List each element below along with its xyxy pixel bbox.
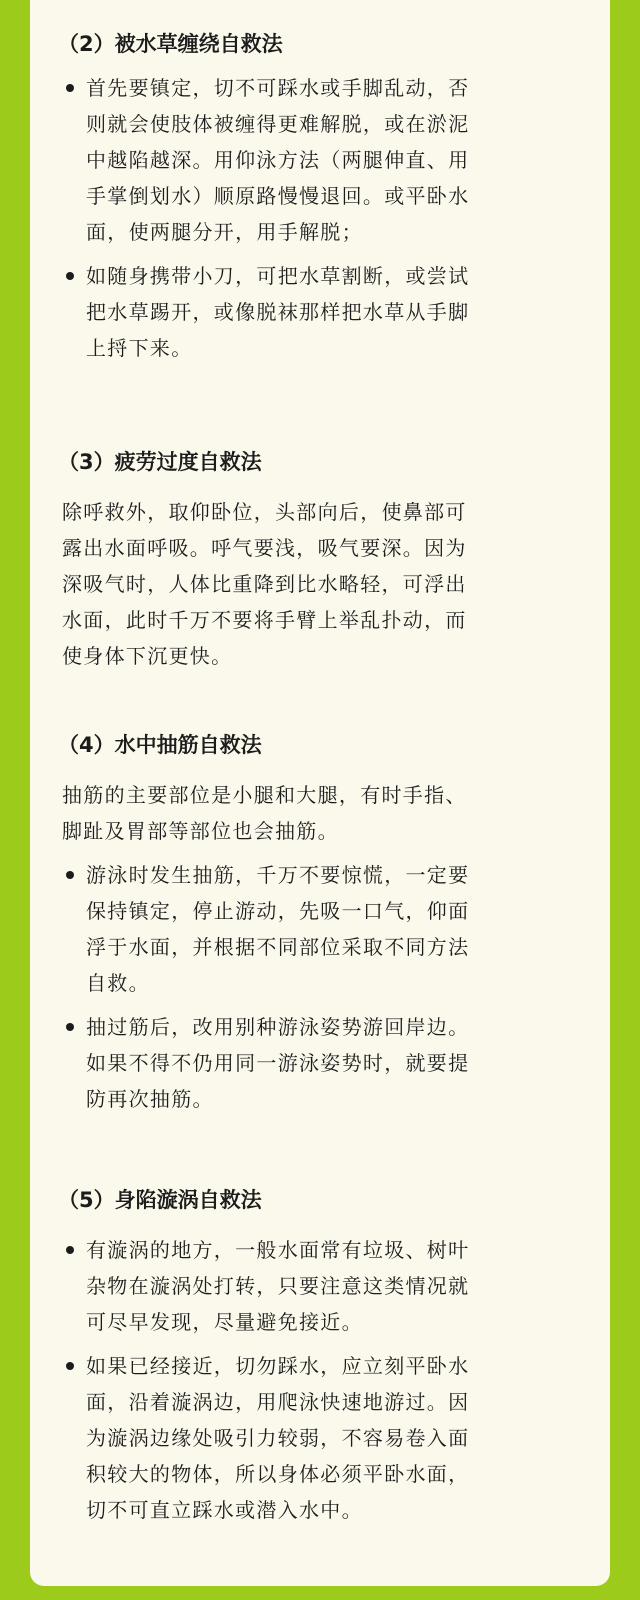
section-cramps [58,721,582,1117]
bullet-icon [66,1362,74,1370]
bullet-icon [66,84,74,92]
content-card [30,0,610,1586]
list-item: 游泳时发生抽筋，千万不要惊慌，一定要 保持镇定，停止游动，先吸一口气，仰面 浮于水面，并根据不同部位采取不同方法 自救。 [62,857,582,1001]
list-item: 如果已经接近，切勿踩水，应立刻平卧水 面，沿着漩涡边，用爬泳快速地游过。因 为漩涡边缘处吸引力较弱，不容易卷入面 积较大的物体，所以身体必须平卧水面， 切不可直立踩水或潜入水中。 [62,1348,582,1528]
bullet-icon [66,871,74,879]
section-whirlpool [58,1176,582,1528]
bullet-list [62,70,582,366]
bullet-icon [66,1246,74,1254]
bullet-icon [66,272,74,280]
section-title: （3）疲劳过度自救法 [58,450,262,474]
list-item: 如随身携带小刀，可把水草割断，或尝试 把水草踢开，或像脱袜那样把水草从手脚 上捋下来。 [62,258,582,366]
section-title: （5）身陷漩涡自救法 [58,1188,262,1212]
list-item: 抽过筋后，改用别种游泳姿势游回岸边。 如果不得不仍用同一游泳姿势时，就要提 防再次抽筋。 [62,1009,582,1117]
section-paragraph: 除呼救外，取仰卧位，头部向后，使鼻部可 露出水面呼吸。呼气要浅，吸气要深。因为 深吸气时，人体比重降到比水略轻，可浮出 水面，此时千万不要将手臂上举乱扑动，而 使身体下沉更快。 [62,500,467,668]
bullet-icon [66,1023,74,1031]
section-fatigue [58,438,582,674]
list-item: 有漩涡的地方，一般水面常有垃圾、树叶 杂物在漩涡处打转，只要注意这类情况就 可尽早发现，尽量避免接近。 [62,1232,582,1340]
bullet-list [62,857,582,1117]
list-item: 首先要镇定，切不可踩水或手脚乱动，否 则就会使肢体被缠得更难解脱，或在淤泥 中越陷越深。用仰泳方法（两腿伸直、用 手掌倒划水）顺原路慢慢退回。或平卧水 面，使两腿分开，用手解脱； [62,70,582,250]
section-title: （4）水中抽筋自救法 [58,733,262,757]
section-paragraph: 抽筋的主要部位是小腿和大腿，有时手指、 脚趾及胃部等部位也会抽筋。 [62,783,467,843]
section-title: （2）被水草缠绕自救法 [58,32,283,56]
bullet-list [62,1232,582,1528]
section-water-weeds [58,20,582,366]
